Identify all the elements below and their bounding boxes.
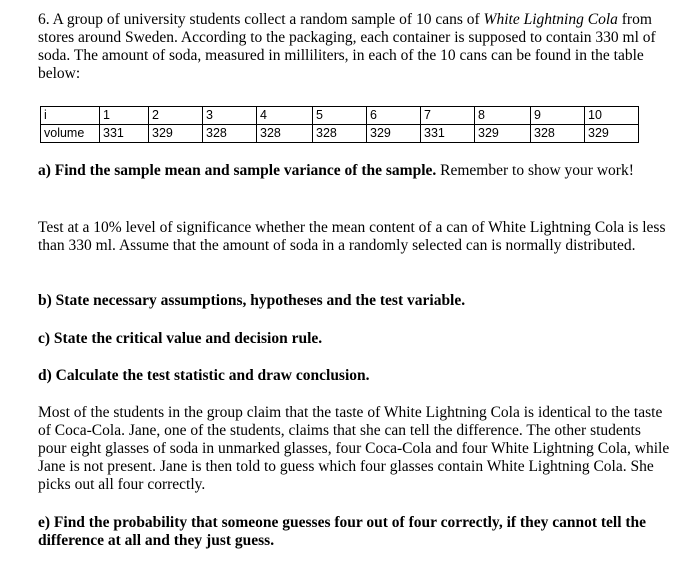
volume-cell: 328 (203, 125, 257, 143)
volume-cell: 329 (149, 125, 203, 143)
index-cell: 6 (367, 107, 421, 125)
index-cell: 5 (313, 107, 367, 125)
index-cell: 10 (585, 107, 639, 125)
intro-text-2: from stores around Sweden. According to the packaging, each container is supposed to contain 330 ml of soda. The amount of soda, measured in milliliters, in each of the 10 cans can be found in the table below: (38, 11, 656, 82)
problem-intro (38, 11, 670, 83)
row-header-index: i (41, 107, 100, 125)
index-cell: 4 (257, 107, 313, 125)
part-a-question: a) Find the sample mean and sample variance of the sample. (38, 162, 437, 179)
volume-cell: 329 (585, 125, 639, 143)
index-cell: 2 (149, 107, 203, 125)
part-b: b) State necessary assumptions, hypotheses and the test variable. (38, 292, 466, 309)
index-cell: 7 (421, 107, 475, 125)
index-cell: 1 (100, 107, 149, 125)
part-e: e) Find the probability that someone guesses four out of four correctly, if they cannot tell the difference at all and they just guess. (38, 514, 647, 549)
table-row-volume (41, 125, 639, 143)
index-cell: 9 (531, 107, 585, 125)
intro-text-1: A group of university students collect a random sample of 10 cans of (52, 11, 484, 28)
part-a-note: Remember to show your work! (436, 162, 634, 179)
volume-cell: 329 (475, 125, 531, 143)
table-row-index (41, 107, 639, 125)
index-cell: 8 (475, 107, 531, 125)
brand-name: White Lightning Cola (483, 11, 618, 28)
volume-cell: 331 (100, 125, 149, 143)
part-a (38, 162, 670, 180)
volume-cell: 331 (421, 125, 475, 143)
volume-cell: 328 (531, 125, 585, 143)
volume-table (40, 106, 639, 143)
volume-cell: 329 (367, 125, 421, 143)
test-paragraph: Test at a 10% level of significance whether the mean content of a can of White Lightning Cola is less than 330 ml. Assume that the amount of soda in a randomly selected can is normally distributed. (38, 219, 666, 254)
part-d: d) Calculate the test statistic and draw conclusion. (38, 367, 370, 384)
volume-cell: 328 (313, 125, 367, 143)
row-header-volume: volume (41, 125, 100, 143)
volume-cell: 328 (257, 125, 313, 143)
index-cell: 3 (203, 107, 257, 125)
taste-paragraph: Most of the students in the group claim that the taste of White Lightning Cola is identical to the taste of Coca-Cola. Jane, one of the students, claims that she can tell the difference. The other students pour eight glasses of soda in unmarked glasses, four Coca-Cola and four White Lightning Cola, while Jane is not present. Jane is then told to guess which four glasses contain White Lightning Cola. She picks out all four correctly. (38, 404, 670, 493)
part-c: c) State the critical value and decision rule. (38, 330, 323, 347)
problem-number: 6. (38, 11, 50, 28)
